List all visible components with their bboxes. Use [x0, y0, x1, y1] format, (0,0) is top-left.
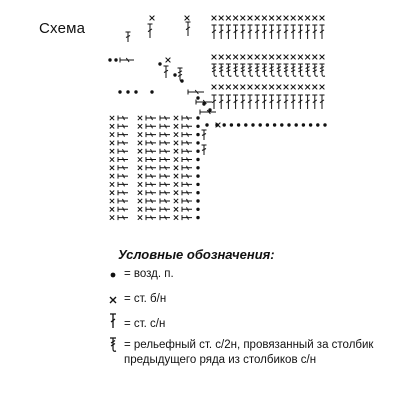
- single-crochet-symbol: [174, 199, 178, 203]
- double-crochet-symbol: [118, 207, 128, 212]
- double-crochet-symbol: [160, 207, 170, 212]
- chain-stitch-symbol: [108, 58, 111, 61]
- chain-stitch-symbol: [295, 123, 298, 126]
- chain-stitch-symbol: [150, 90, 153, 93]
- double-crochet-symbol: [182, 124, 192, 129]
- single-crochet-symbol: [110, 132, 114, 136]
- double-crochet-symbol: [291, 25, 296, 39]
- single-crochet-symbol: [166, 58, 171, 63]
- single-crochet-symbol: [298, 16, 303, 21]
- chain-stitch-symbol: [208, 108, 211, 111]
- front-post-symbol: [219, 64, 225, 76]
- single-crochet-symbol: [110, 215, 114, 219]
- legend-item-double-crochet: = ст. с/н: [124, 318, 166, 330]
- double-crochet-symbol: [118, 140, 128, 145]
- single-crochet-symbol: [291, 16, 296, 21]
- single-crochet-symbol: [219, 85, 224, 90]
- double-crochet-symbol: [186, 22, 191, 36]
- single-crochet-symbol: [174, 124, 178, 128]
- double-crochet-symbol: [248, 95, 253, 109]
- single-crochet-symbol: [320, 16, 325, 21]
- single-crochet-symbol: [212, 55, 217, 60]
- double-crochet-symbol: [284, 95, 289, 109]
- double-crochet-symbol: [219, 25, 224, 39]
- double-crochet-symbol: [118, 132, 128, 137]
- double-crochet-symbol: [146, 174, 156, 179]
- double-crochet-symbol: [212, 95, 217, 109]
- single-crochet-symbol: [138, 207, 142, 211]
- single-crochet-cross-icon: [108, 292, 120, 308]
- single-crochet-symbol: [276, 85, 281, 90]
- chain-stitch-symbol: [118, 90, 121, 93]
- single-crochet-symbol: [174, 174, 178, 178]
- double-crochet-symbol: [146, 215, 156, 220]
- double-crochet-symbol: [118, 174, 128, 179]
- front-post-double-crochet-icon: [108, 337, 120, 353]
- double-crochet-symbol: [233, 25, 238, 39]
- single-crochet-symbol: [110, 116, 114, 120]
- single-crochet-symbol: [284, 55, 289, 60]
- chain-stitch-symbol: [158, 62, 161, 65]
- front-post-symbol: [262, 64, 268, 76]
- chain-stitch-symbol: [230, 123, 233, 126]
- double-crochet-symbol: [182, 157, 192, 162]
- chain-stitch-symbol: [237, 123, 240, 126]
- chain-stitch-symbol: [173, 73, 176, 76]
- front-post-symbol: [212, 64, 218, 76]
- front-post-symbol: [233, 64, 239, 76]
- double-crochet-symbol: [120, 58, 134, 63]
- double-crochet-symbol: [200, 110, 216, 115]
- single-crochet-symbol: [320, 55, 325, 60]
- double-crochet-symbol: [182, 199, 192, 204]
- double-crochet-symbol: [182, 140, 192, 145]
- single-crochet-symbol: [110, 157, 114, 161]
- double-crochet-symbol: [118, 165, 128, 170]
- front-post-symbol: [255, 64, 261, 76]
- double-crochet-symbol: [276, 25, 281, 39]
- single-crochet-symbol: [312, 55, 317, 60]
- chain-stitch-symbol: [205, 123, 208, 126]
- chain-stitch-dot-icon: [108, 267, 120, 283]
- single-crochet-symbol: [138, 215, 142, 219]
- chain-stitch-symbol: [287, 123, 290, 126]
- double-crochet-symbol: [262, 95, 267, 109]
- double-crochet-symbol: [291, 95, 296, 109]
- legend-item-chain: = возд. п.: [124, 268, 174, 280]
- single-crochet-symbol: [312, 16, 317, 21]
- single-crochet-symbol: [185, 16, 190, 21]
- chain-stitch-symbol: [196, 150, 199, 153]
- chain-stitch-symbol: [309, 123, 312, 126]
- single-crochet-symbol: [298, 55, 303, 60]
- chain-stitch-symbol: [114, 58, 117, 61]
- double-crochet-symbol: [160, 215, 170, 220]
- chain-stitch-symbol: [196, 125, 199, 128]
- double-crochet-symbol: [188, 90, 204, 95]
- double-crochet-symbol: [312, 95, 317, 109]
- double-crochet-symbol: [148, 24, 153, 38]
- single-crochet-symbol: [219, 55, 224, 60]
- single-crochet-symbol: [240, 85, 245, 90]
- legend-heading: Условные обозначения:: [118, 247, 275, 262]
- double-crochet-symbol: [118, 190, 128, 195]
- single-crochet-symbol: [138, 191, 142, 195]
- double-crochet-symbol: [118, 149, 128, 154]
- single-crochet-symbol: [255, 16, 260, 21]
- double-crochet-symbol: [118, 182, 128, 187]
- single-crochet-symbol: [248, 16, 253, 21]
- chain-stitch-symbol: [196, 216, 199, 219]
- chain-stitch-symbol: [196, 191, 199, 194]
- chain-stitch-symbol: [196, 158, 199, 161]
- chain-stitch-symbol: [196, 183, 199, 186]
- single-crochet-symbol: [269, 55, 274, 60]
- double-crochet-symbol: [126, 32, 131, 42]
- double-crochet-symbol: [269, 95, 274, 109]
- front-post-symbol: [291, 64, 297, 76]
- double-crochet-symbol: [118, 157, 128, 162]
- front-post-symbol: [284, 64, 290, 76]
- front-post-symbol: [226, 64, 232, 76]
- front-post-symbol: [276, 64, 282, 76]
- chart-symbols: [108, 16, 326, 221]
- single-crochet-symbol: [174, 215, 178, 219]
- double-crochet-symbol: [298, 25, 303, 39]
- single-crochet-symbol: [138, 199, 142, 203]
- chain-stitch-symbol: [196, 96, 199, 99]
- single-crochet-symbol: [212, 16, 217, 21]
- single-crochet-symbol: [219, 16, 224, 21]
- single-crochet-symbol: [110, 207, 114, 211]
- chain-stitch-symbol: [196, 174, 199, 177]
- double-crochet-symbol: [212, 25, 217, 39]
- front-post-symbol: [298, 64, 304, 76]
- single-crochet-symbol: [284, 85, 289, 90]
- chain-stitch-symbol: [126, 90, 129, 93]
- single-crochet-symbol: [269, 16, 274, 21]
- single-crochet-symbol: [262, 16, 267, 21]
- front-post-symbol: [312, 64, 318, 76]
- double-crochet-post-icon: [108, 313, 120, 329]
- double-crochet-symbol: [146, 132, 156, 137]
- chain-stitch-symbol: [273, 123, 276, 126]
- double-crochet-symbol: [118, 199, 128, 204]
- double-crochet-symbol: [312, 25, 317, 39]
- single-crochet-symbol: [138, 166, 142, 170]
- double-crochet-symbol: [298, 95, 303, 109]
- single-crochet-symbol: [226, 55, 231, 60]
- front-post-symbol: [305, 64, 311, 76]
- double-crochet-symbol: [202, 145, 207, 155]
- chain-stitch-symbol: [134, 90, 137, 93]
- double-crochet-symbol: [146, 165, 156, 170]
- front-post-symbol: [320, 64, 326, 76]
- chain-stitch-symbol: [266, 123, 269, 126]
- single-crochet-symbol: [138, 132, 142, 136]
- double-crochet-symbol: [226, 25, 231, 39]
- single-crochet-symbol: [240, 16, 245, 21]
- single-crochet-symbol: [255, 55, 260, 60]
- single-crochet-symbol: [174, 182, 178, 186]
- front-post-symbol: [240, 64, 246, 76]
- single-crochet-symbol: [284, 16, 289, 21]
- double-crochet-symbol: [182, 174, 192, 179]
- front-post-symbol: [178, 68, 184, 81]
- single-crochet-symbol: [138, 124, 142, 128]
- double-crochet-symbol: [240, 25, 245, 39]
- double-crochet-symbol: [182, 190, 192, 195]
- single-crochet-symbol: [269, 85, 274, 90]
- single-crochet-symbol: [110, 166, 114, 170]
- single-crochet-symbol: [174, 191, 178, 195]
- double-crochet-symbol: [202, 130, 207, 140]
- single-crochet-symbol: [174, 116, 178, 120]
- double-crochet-symbol: [182, 116, 192, 121]
- double-crochet-symbol: [146, 116, 156, 121]
- double-crochet-symbol: [160, 157, 170, 162]
- single-crochet-symbol: [262, 55, 267, 60]
- front-post-symbol: [269, 64, 275, 76]
- single-crochet-symbol: [212, 85, 217, 90]
- scheme-title: Схема: [39, 20, 86, 37]
- double-crochet-symbol: [146, 207, 156, 212]
- single-crochet-symbol: [226, 85, 231, 90]
- double-crochet-symbol: [219, 95, 224, 109]
- single-crochet-symbol: [233, 16, 238, 21]
- double-crochet-symbol: [226, 95, 231, 109]
- legend-item-single-crochet: = ст. б/н: [124, 293, 167, 305]
- chain-stitch-symbol: [323, 123, 326, 126]
- chain-stitch-symbol: [259, 123, 262, 126]
- double-crochet-symbol: [182, 132, 192, 137]
- single-crochet-symbol: [174, 132, 178, 136]
- single-crochet-symbol: [110, 149, 114, 153]
- single-crochet-symbol: [240, 55, 245, 60]
- double-crochet-symbol: [248, 25, 253, 39]
- single-crochet-symbol: [305, 55, 310, 60]
- chain-stitch-symbol: [302, 123, 305, 126]
- chain-stitch-symbol: [196, 166, 199, 169]
- single-crochet-symbol: [138, 174, 142, 178]
- double-crochet-symbol: [118, 215, 128, 220]
- double-crochet-symbol: [305, 95, 310, 109]
- single-crochet-symbol: [262, 85, 267, 90]
- double-crochet-symbol: [320, 25, 325, 39]
- double-crochet-symbol: [146, 182, 156, 187]
- single-crochet-symbol: [248, 55, 253, 60]
- double-crochet-symbol: [118, 124, 128, 129]
- single-crochet-symbol: [110, 182, 114, 186]
- single-crochet-symbol: [110, 199, 114, 203]
- double-crochet-symbol: [160, 182, 170, 187]
- double-crochet-symbol: [160, 149, 170, 154]
- double-crochet-symbol: [146, 124, 156, 129]
- single-crochet-symbol: [138, 116, 142, 120]
- single-crochet-symbol: [255, 85, 260, 90]
- double-crochet-symbol: [146, 149, 156, 154]
- double-crochet-symbol: [276, 95, 281, 109]
- legend-item-front-post-stitch: = рельефный ст. с/2н, провязанный за столбик предыдущего ряда из столбиков с/н: [124, 339, 374, 366]
- double-crochet-symbol: [182, 182, 192, 187]
- single-crochet-symbol: [138, 182, 142, 186]
- single-crochet-symbol: [320, 85, 325, 90]
- double-crochet-symbol: [320, 95, 325, 109]
- double-crochet-symbol: [146, 190, 156, 195]
- single-crochet-symbol: [305, 16, 310, 21]
- single-crochet-symbol: [291, 55, 296, 60]
- double-crochet-symbol: [269, 25, 274, 39]
- single-crochet-symbol: [110, 124, 114, 128]
- single-crochet-symbol: [174, 157, 178, 161]
- single-crochet-symbol: [138, 141, 142, 145]
- double-crochet-symbol: [160, 116, 170, 121]
- double-crochet-symbol: [255, 95, 260, 109]
- single-crochet-symbol: [298, 85, 303, 90]
- chain-stitch-symbol: [196, 133, 199, 136]
- double-crochet-symbol: [160, 174, 170, 179]
- single-crochet-symbol: [174, 141, 178, 145]
- double-crochet-symbol: [262, 25, 267, 39]
- single-crochet-symbol: [233, 55, 238, 60]
- double-crochet-symbol: [284, 25, 289, 39]
- double-crochet-symbol: [233, 95, 238, 109]
- single-crochet-symbol: [312, 85, 317, 90]
- single-crochet-symbol: [110, 174, 114, 178]
- single-crochet-symbol: [110, 141, 114, 145]
- single-crochet-symbol: [110, 191, 114, 195]
- single-crochet-symbol: [174, 207, 178, 211]
- chain-stitch-symbol: [196, 208, 199, 211]
- single-crochet-symbol: [305, 85, 310, 90]
- chain-stitch-symbol: [280, 123, 283, 126]
- single-crochet-symbol: [226, 16, 231, 21]
- double-crochet-symbol: [182, 165, 192, 170]
- chain-stitch-symbol: [244, 123, 247, 126]
- double-crochet-symbol: [160, 124, 170, 129]
- double-crochet-symbol: [182, 149, 192, 154]
- single-crochet-symbol: [276, 16, 281, 21]
- double-crochet-symbol: [146, 199, 156, 204]
- double-crochet-symbol: [160, 199, 170, 204]
- chain-stitch-symbol: [196, 116, 199, 119]
- double-crochet-symbol: [255, 25, 260, 39]
- double-crochet-symbol: [118, 116, 128, 121]
- double-crochet-symbol: [160, 190, 170, 195]
- double-crochet-symbol: [240, 95, 245, 109]
- single-crochet-symbol: [174, 149, 178, 153]
- double-crochet-symbol: [146, 157, 156, 162]
- single-crochet-symbol: [174, 166, 178, 170]
- double-crochet-symbol: [146, 140, 156, 145]
- double-crochet-symbol: [164, 66, 169, 78]
- chain-stitch-symbol: [196, 199, 199, 202]
- single-crochet-symbol: [276, 55, 281, 60]
- double-crochet-symbol: [160, 132, 170, 137]
- chain-stitch-symbol: [316, 123, 319, 126]
- single-crochet-symbol: [233, 85, 238, 90]
- single-crochet-symbol: [138, 157, 142, 161]
- single-crochet-symbol: [248, 85, 253, 90]
- double-crochet-symbol: [182, 215, 192, 220]
- double-crochet-symbol: [305, 25, 310, 39]
- single-crochet-symbol: [291, 85, 296, 90]
- single-crochet-symbol: [150, 16, 155, 21]
- single-crochet-symbol: [138, 149, 142, 153]
- double-crochet-symbol: [160, 140, 170, 145]
- chain-stitch-symbol: [196, 141, 199, 144]
- double-crochet-symbol: [160, 165, 170, 170]
- chain-stitch-symbol: [223, 123, 226, 126]
- front-post-symbol: [248, 64, 254, 76]
- chain-stitch-symbol: [251, 123, 254, 126]
- double-crochet-symbol: [182, 207, 192, 212]
